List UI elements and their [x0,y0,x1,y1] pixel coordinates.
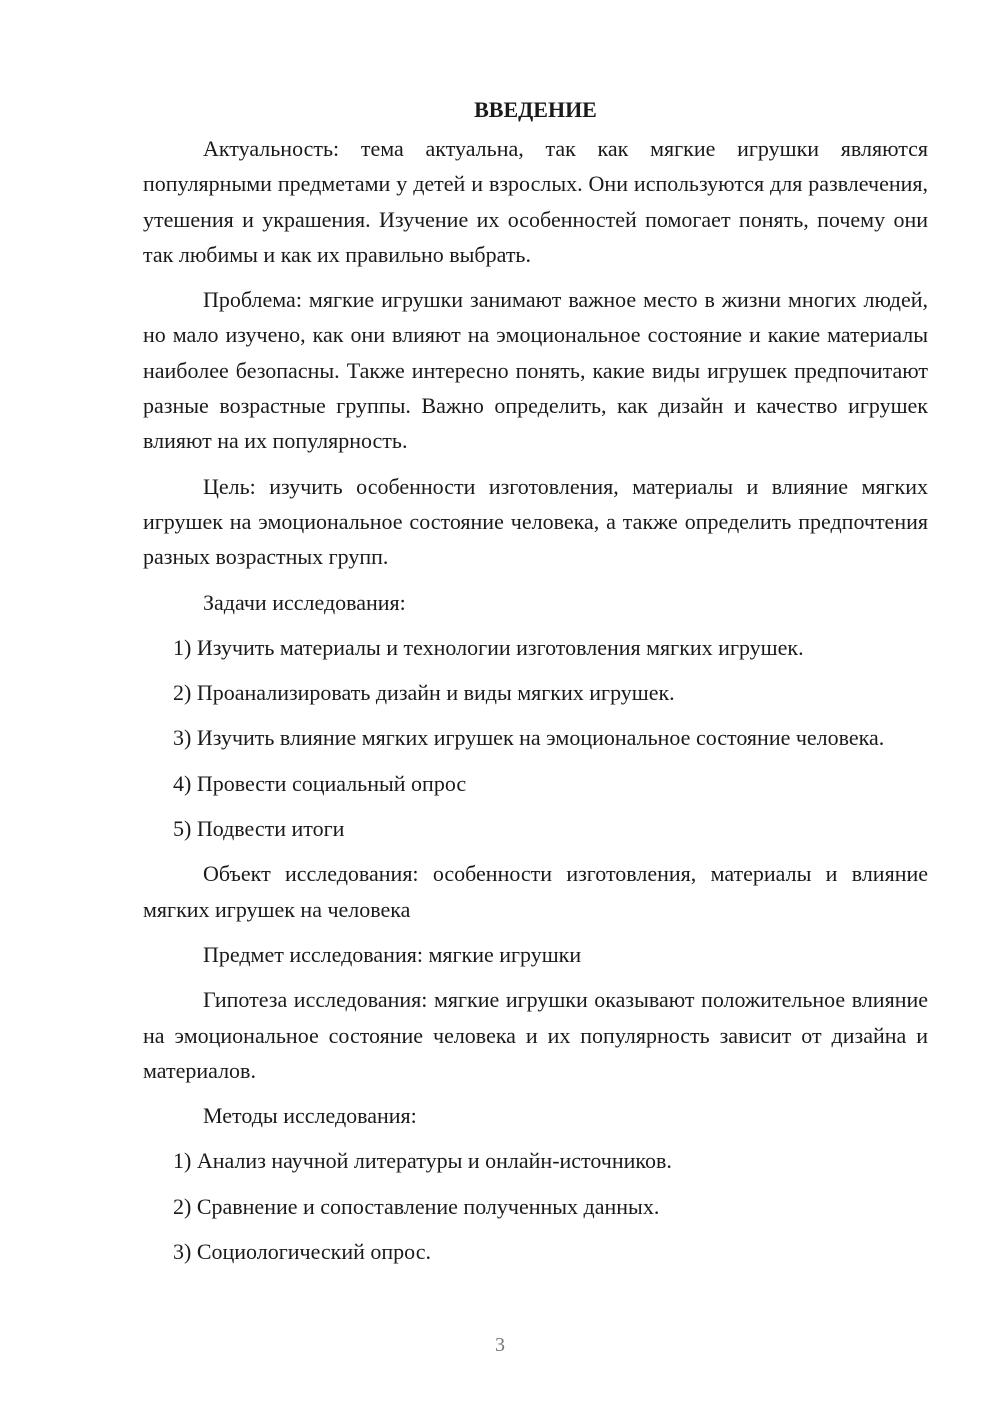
goal-paragraph: Цель: изучить особенности изготовления, материалы и влияние мягких игрушек на эмоциональное состояние человека, а также определить предпочтения разных возрастных групп. [143,473,928,570]
method-item-3: 3) Социологический опрос. [173,1239,431,1265]
task-item-3: 3) Изучить влияние мягких игрушек на эмоциональное состояние человека. [173,725,885,751]
hypothesis-paragraph: Гипотеза исследования: мягкие игрушки оказывают положительное влияние на эмоциональное состояние человека и их популярность зависит от дизайна и материалов. [143,987,928,1083]
relevance-paragraph: Актуальность: тема актуальна, так как мягкие игрушки являются популярными предметами у детей и взрослых. Они используются для развлечения, утешения и украшения. Изучение их особенностей помогает понять, почему они так любимы и как их правильно выбрать. [143,136,928,267]
document-page [143,92,928,1279]
task-item-2: 2) Проанализировать дизайн и виды мягких игрушек. [173,680,675,706]
object-paragraph: Объект исследования: особенности изготовления, материалы и влияние мягких игрушек на человека [143,861,928,922]
problem-paragraph: Проблема: мягкие игрушки занимают важное место в жизни многих людей, но мало изучено, как они влияют на эмоциональное состояние и какие материалы наиболее безопасны. Также интересно понять, какие виды игрушек предпочитают разные возрастные группы. Важно определить, как дизайн и качество игрушек влияют на их популярность. [143,287,928,454]
task-item-1: 1) Изучить материалы и технологии изготовления мягких игрушек. [173,634,804,660]
method-item-1: 1) Анализ научной литературы и онлайн-источников. [173,1148,672,1174]
section-title: ВВЕДЕНИЕ [474,97,597,122]
page-number: 3 [495,1334,505,1356]
task-item-5: 5) Подвести итоги [173,816,345,842]
subject-paragraph: Предмет исследования: мягкие игрушки [203,941,582,967]
tasks-heading: Задачи исследования: [203,589,406,615]
methods-heading: Методы исследования: [203,1103,417,1129]
method-item-2: 2) Сравнение и сопоставление полученных данных. [173,1193,660,1219]
task-item-4: 4) Провести социальный опрос [173,770,467,796]
